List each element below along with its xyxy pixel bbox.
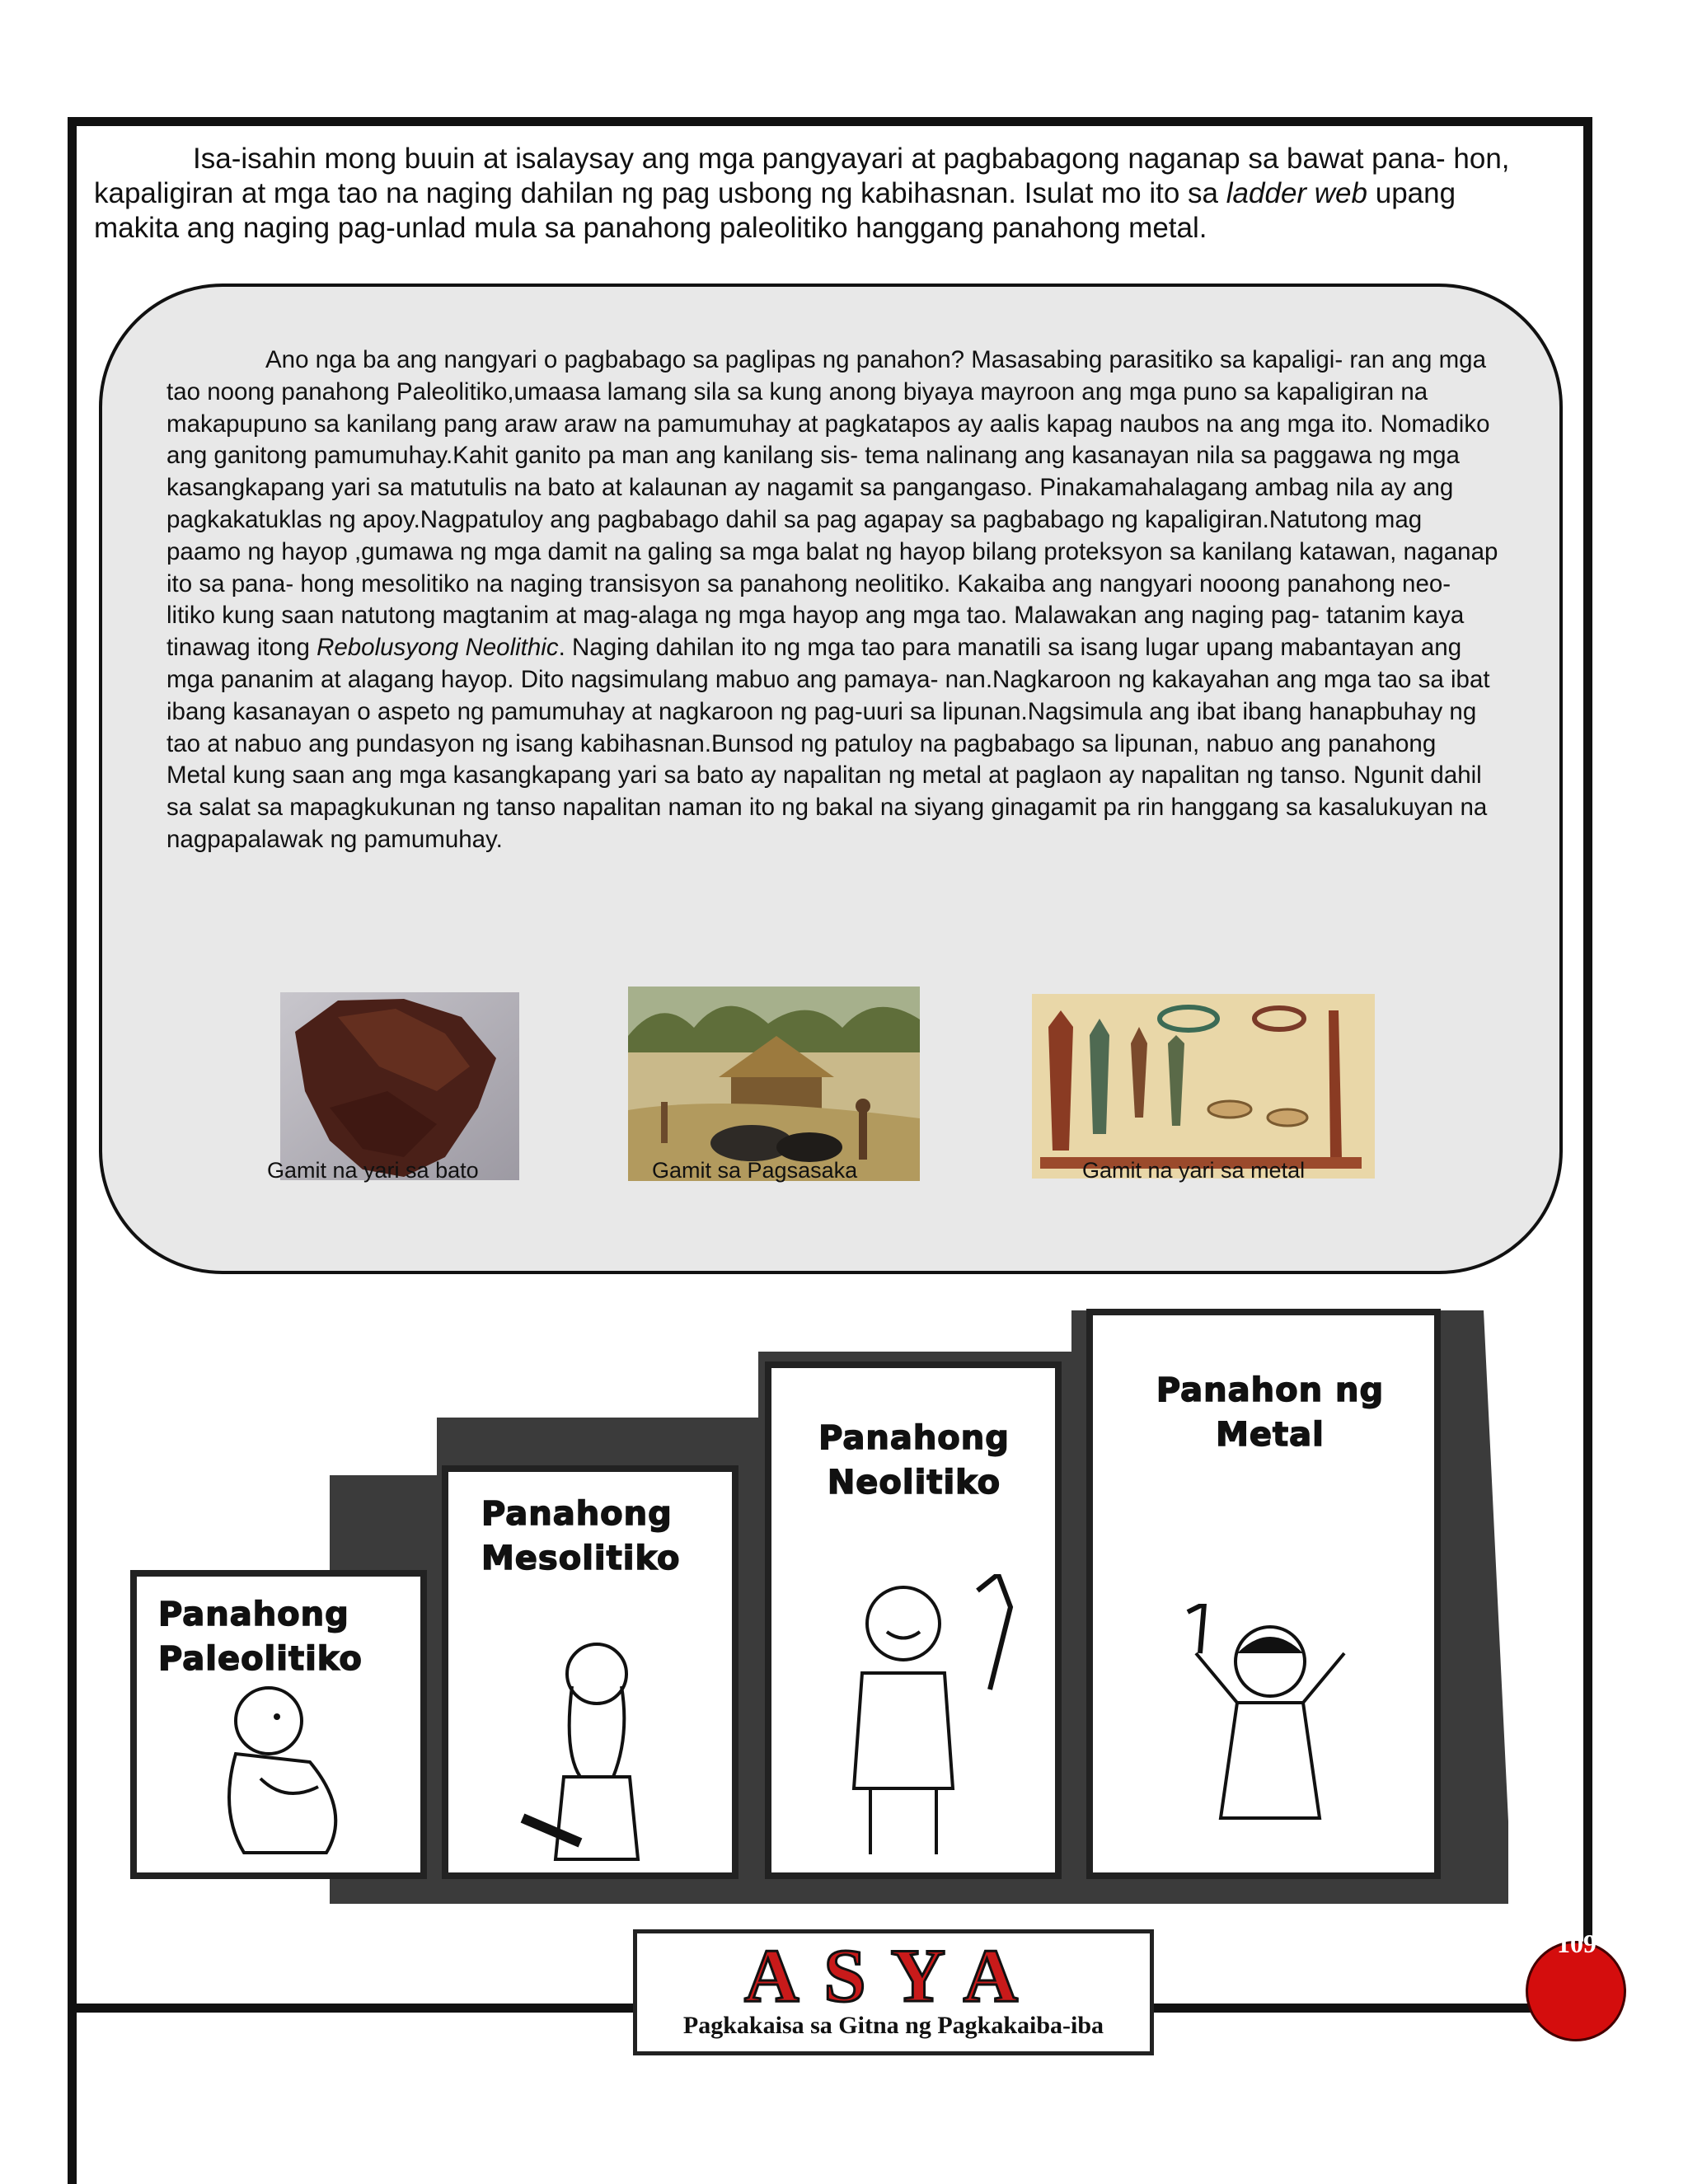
frame-left-border <box>68 117 77 2184</box>
ladder-label-metal <box>1151 1368 1390 1457</box>
caption-farming: Gamit sa Pagsasaka <box>652 1158 858 1183</box>
footer-title: ASYA <box>743 1933 1043 2018</box>
farming-scene-photo <box>628 987 920 1181</box>
ladder-label-neolitiko-line2: Neolitiko <box>827 1464 1001 1502</box>
footer-subtitle: Pagkakaisa sa Gitna ng Pagkakaiba-iba <box>682 2012 1104 2039</box>
instruction-emphasis: ladder web <box>1226 177 1367 209</box>
ladder-label-mesolitiko-line1: Panahong <box>481 1495 673 1533</box>
ladder-label-neolitiko <box>803 1416 1025 1505</box>
caption-stone-tool: Gamit na yari sa bato <box>267 1158 479 1183</box>
ladder-label-neolitiko-line1: Panahong <box>818 1419 1010 1457</box>
instruction-text: Isa-isahin mong buuin at isalaysay ang mga pangyayari at pagbabagong naganap sa bawat pana- hon, kapaligiran at mga tao na naging dahilan ng pag usbong ng kabihasnan. Isulat mo ito sa <box>94 143 1510 209</box>
page-number: 109 <box>1557 1929 1597 1958</box>
ladder-label-metal-line1: Panahon ng <box>1156 1371 1385 1409</box>
summary-text-after: . Naging dahilan ito ng mga tao para manatili sa isang lugar upang mabantayan ang mga pananim at alagang hayop. Dito nagsimulang mabuo ang pamaya- nan.Nagkaroon ng kakayahan ang mga tao sa ibat ibang kasanayan o aspeto ng pamumuhay at nagkaroon ng pag-uuri sa lipunan.Nagsimula ang ibat ibang hanapbuhay ng tao at nabuo ang pundasyon ng isang kabihasnan.Bunsod ng patuloy na pagbabago sa lipunan, nabuo ang panahong Metal kung saan ang mga kasangkapang yari sa bato ay napalitan ng metal at paglaon ay napalitan ng tanso. Ngunit dahil sa salat sa mapagkukunan ng tanso napalitan naman ito ng bakal na siyang ginagamit pa rin hanggang sa kasalukuyan na nagpapalawak ng pamumuhay. <box>166 634 1490 853</box>
ladder-label-paleolitiko-line2: Paleolitiko <box>158 1640 363 1678</box>
paleolithic-man-illustration <box>186 1671 384 1869</box>
ladder-label-mesolitiko <box>481 1492 680 1581</box>
frame-right-border <box>1583 117 1592 2013</box>
mesolithic-man-illustration <box>506 1637 687 1876</box>
instruction-paragraph <box>94 142 1512 246</box>
metal-tools-photo <box>1032 994 1375 1179</box>
caption-metal-tool: Gamit na yari sa metal <box>1082 1158 1306 1183</box>
ladder-label-paleolitiko-line1: Panahong <box>158 1596 349 1633</box>
neolithic-man-illustration <box>804 1574 1035 1871</box>
footer-logo <box>633 1929 1154 2055</box>
ladder-label-mesolitiko-line2: Mesolitiko <box>481 1540 681 1577</box>
summary-text: Ano nga ba ang nangyari o pagbabago sa paglipas ng panahon? Masasabing parasitiko sa kapaligi- ran ang mga tao noong panahong Paleolitiko,umaasa lamang sila sa kung anong biyaya mayroon ang mga puno sa kapaligiran na makapupuno sa kanilang pang araw araw na pamumuhay at pagkatapos ay aalis kapag naubos na ang mga ito. Nomadiko ang ganitong pamumuhay.Kahit ganito pa man ang kanilang sis- tema nalinang ang kasanayan nila sa paggawa ng mga kasangkapang yari sa matutulis na bato at kalaunan ay nagamit sa pangangaso. Pinakamahalagang ambag nila ay ang pagkakatuklas ng apoy.Nagpatuloy ang pagbabago dahil sa pag agapay sa pagbabago ng kapaligiran.Natutong mag paamo ng hayop ,gumawa ng mga damit na galing sa mga balat ng hayop bilang proteksyon sa kanilang katawan, naganap ito sa pana- hong mesolitiko na naging transisyon sa panahong neolitiko. Kakaiba ang nangyari nooong panahong neo- litiko kung saan natutong magtanim at mag-alaga ng mga hayop ang mga tao. Malawakan ang naging pag- tatanim kaya tinawag itong <box>166 346 1498 662</box>
instruction-text-after: upang makita ang naging pag-unlad mula sa panahong paleolitiko hanggang panahong metal. <box>94 177 1456 244</box>
ladder-label-metal-line2: Metal <box>1216 1416 1325 1454</box>
summary-paragraph <box>166 344 1502 856</box>
stone-tool-photo <box>280 992 519 1180</box>
metal-age-man-illustration <box>1163 1604 1377 1868</box>
summary-emphasis: Rebolusyong Neolithic <box>316 634 559 662</box>
frame-top-border <box>68 117 1592 126</box>
ladder-label-paleolitiko <box>158 1592 363 1681</box>
